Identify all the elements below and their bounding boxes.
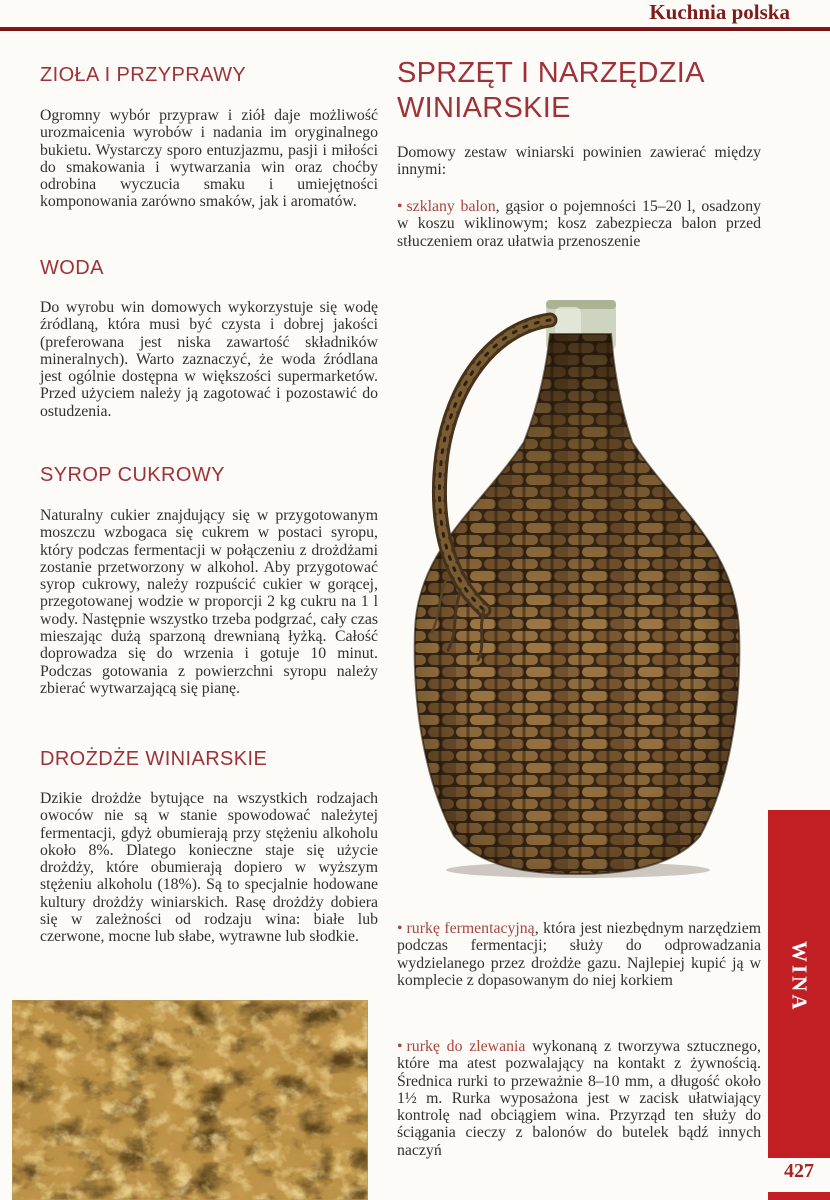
bullet-lead: szklany balon xyxy=(406,198,496,215)
wicker-demijohn-photo xyxy=(400,294,752,882)
bullet-lead: rurkę do zlewania xyxy=(406,1038,526,1055)
clay-soil-photo xyxy=(12,1000,368,1200)
bullet-icon: • xyxy=(397,198,403,215)
section-body-syrop: Naturalny cukier znajdujący się w przygotowanym moszczu wzbogaca się cukrem w postaci syropu, który podczas fermentacji w połączeniu z drożdżami zostanie przetworzony w alkohol. Aby przygotować syrop cukrowy, należy rozpuścić cukier w gorącej, przegotowanej wodzie w proporcji 2 kg cukru na 1 l wody. Następnie wszystko trzeba podgrzać, cały czas mieszając dużą sparzoną drewnianą łyżką. Całość doprowadza się do wrzenia i gotuje 10 minut. Podczas gotowania z powierzchni syropu należy zbierać wytwarzającą się pianę. xyxy=(40,507,378,697)
section-title-woda: WODA xyxy=(40,257,104,279)
section-title-drozdze: DROŻDŻE WINIARSKIE xyxy=(40,748,268,770)
bullet-item-szklany-balon xyxy=(397,198,761,250)
intro-paragraph: Domowy zestaw winiarski powinien zawierać między innymi: xyxy=(397,144,761,179)
bullet-text: , gąsior o pojemności 15–20 l, osadzony w koszu wiklinowym; kosz zabezpiecza balon przed stłuczeniem oraz ułatwia przenoszenie xyxy=(397,198,761,250)
bullet-item-rurka-fermentacyjna xyxy=(397,920,761,989)
section-body-drozdze: Dzikie drożdże bytujące na wszystkich rodzajach owoców nie są w stanie spowodować należytej fermentacji, gdyż obumierają przy stężeniu alkoholu około 8%. Dlatego konieczne staje się użycie drożdży, które obumierają dopiero w wyższym stężeniu alkoholu (18%). Są to specjalnie hodowane kultury drożdży winiarskich. Rasę drożdży dobiera się w zależności od rodzaju wina: białe lub czerwone, mocne lub słabe, wytrawne lub słodkie. xyxy=(40,790,378,946)
chapter-tab-label: WINA xyxy=(787,941,812,1013)
running-head: Kuchnia polska xyxy=(649,0,790,24)
page-title: SPRZĘT I NARZĘDZIA WINIARSKIE xyxy=(397,57,704,124)
header-rule xyxy=(0,27,830,31)
section-title-ziola: ZIOŁA I PRZYPRAWY xyxy=(40,64,247,86)
bullet-text: wykonaną z tworzywa sztucznego, które ma atest pozwalający na kontakt z żywnością. Średnica rurki to przeważnie 8–10 mm, a długość około 1½ m. Rurka wyposażona jest w zacisk ułatwiający kontrolę nad obciągiem wina. Przyrząd ten służy do ściągania cieczy z balonów do butelek bądź innych naczyń xyxy=(397,1038,761,1159)
section-body-woda: Do wyrobu win domowych wykorzystuje się wodę źródlaną, która musi być czysta i dobrej jakości (preferowana jest niska zawartość składników mineralnych). Warto zaznaczyć, że woda źródlana jest ogólnie dostępna w większości supermarketów. Przed użyciem należy ją zagotować i pozostawić do ostudzenia. xyxy=(40,299,378,420)
bullet-item-rurka-do-zlewania xyxy=(397,1038,761,1159)
bullet-text: , która jest niezbędnym narzędziem podczas fermentacji; służy do odprowadzania wydzielanego przez drożdże gazu. Najlepiej kupić ją w komplecie z dopasowanym do niej korkiem xyxy=(397,920,761,989)
section-title-syrop: SYROP CUKROWY xyxy=(40,464,225,486)
bullet-lead: rurkę fermentacyjną xyxy=(406,920,535,937)
chapter-tab xyxy=(768,810,830,1158)
tab-bottom-strip xyxy=(768,1192,830,1200)
page-number: 427 xyxy=(784,1160,814,1182)
section-body-ziola: Ogromny wybór przypraw i ziół daje możliwość urozmaicenia wyrobów i nadania im oryginalnego bukietu. Wystarczy sporo entuzjazmu, pasji i miłości do smakowania i wytwarzania win oraz choćby odrobina wyczucia smaku i umiejętności komponowania zarówno smaków, jak i aromatów. xyxy=(40,107,378,211)
bullet-icon: • xyxy=(397,1038,403,1055)
bullet-icon: • xyxy=(397,920,403,937)
